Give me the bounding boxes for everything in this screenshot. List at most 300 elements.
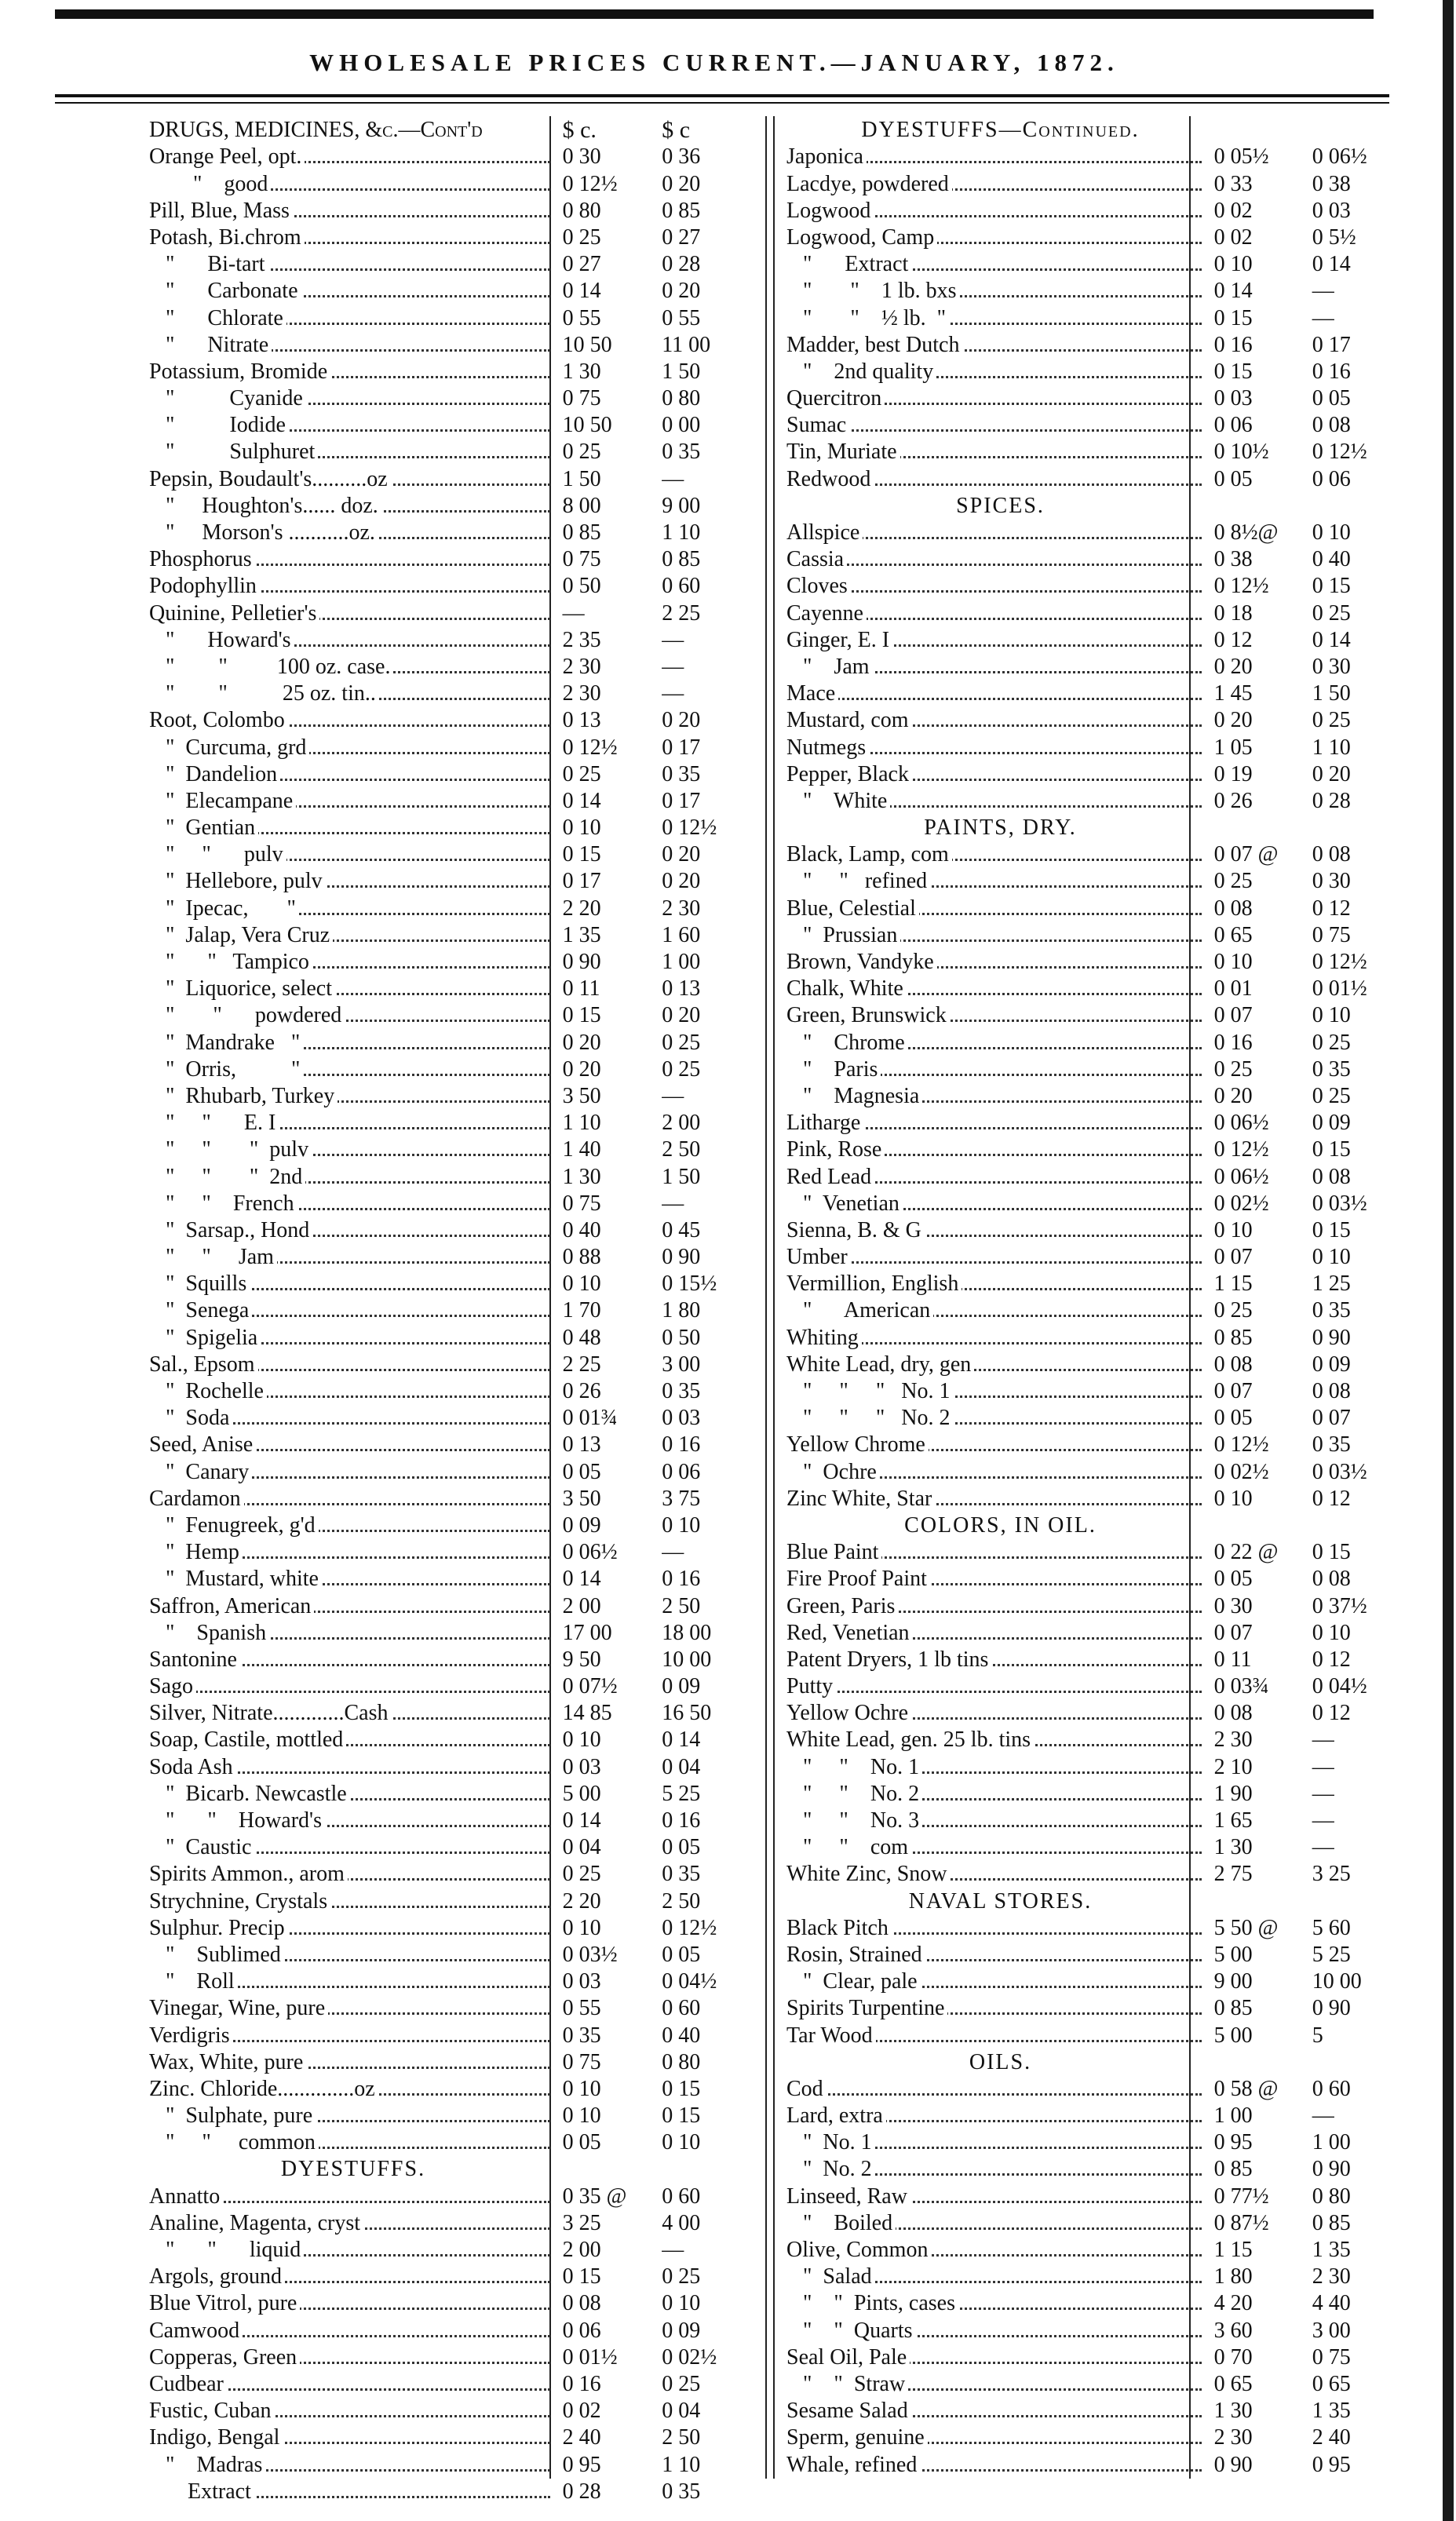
price-low: 0 90 [1213, 2452, 1253, 2477]
price-high: 0 17 [662, 788, 701, 813]
price-low: 1 05 [1213, 735, 1253, 760]
price-low: 5 50 @ [1213, 1915, 1279, 1940]
price-low: 0 06½ [1213, 1111, 1269, 1136]
price-high: 0 15½ [662, 1271, 717, 1297]
price-row [149, 948, 754, 975]
price-low: 0 07 [1213, 1379, 1253, 1403]
item-name [786, 1647, 1205, 1673]
item-name [786, 466, 1205, 492]
item-label: " White [786, 789, 890, 813]
item-label: Madder, best Dutch [786, 333, 963, 357]
price-high: 3 25 [1312, 1862, 1351, 1887]
item-name [149, 144, 553, 170]
price-row [149, 1833, 754, 1860]
item-label: " No. 1 [786, 2130, 875, 2154]
price-low: 0 25 [562, 224, 601, 250]
price-high: 0 12½ [662, 815, 717, 841]
price-low: 0 10 [1213, 252, 1253, 277]
price-high: 0 25 [662, 1056, 701, 1082]
price-row [786, 2021, 1403, 2048]
price-row [149, 814, 754, 841]
item-name [786, 1110, 1205, 1136]
item-label: " Bi-tart [149, 252, 268, 276]
item-label: Litharge [786, 1111, 863, 1135]
item-label: " Rhubarb, Turkey [149, 1084, 338, 1108]
item-label: Ginger, E. I [786, 628, 892, 652]
item-name [149, 1056, 553, 1082]
item-name [149, 466, 553, 492]
price-low: 0 14 [562, 788, 601, 813]
price-row [786, 1994, 1403, 2021]
price-low: 0 20 [1213, 708, 1253, 733]
price-low: 0 10 [562, 1727, 601, 1753]
item-name [786, 1968, 1205, 1994]
price-high: 0 09 [1312, 1111, 1351, 1136]
item-name [786, 1432, 1205, 1458]
price-row [149, 2344, 754, 2370]
price-row [149, 2021, 754, 2048]
item-name [149, 707, 553, 733]
price-low: 1 00 [1213, 2103, 1253, 2129]
price-row [786, 2182, 1403, 2209]
item-label: Mustard, com [786, 708, 912, 732]
price-row [786, 761, 1403, 787]
item-name [786, 2184, 1205, 2209]
price-high: 0 20 [662, 171, 701, 196]
price-row [786, 921, 1403, 948]
price-row [786, 787, 1403, 814]
price-low: 0 06½ [1213, 1164, 1269, 1189]
price-low: 0 87½ [1213, 2210, 1269, 2235]
price-low: 1 65 [1213, 1808, 1253, 1833]
item-name [149, 1995, 553, 2021]
price-high: 0 35 [1312, 1432, 1351, 1458]
price-high: — [1312, 1808, 1334, 1833]
price-high: 0 10 [1312, 520, 1351, 545]
item-label: Blue Paint [786, 1540, 881, 1564]
price-low: 5 00 [1213, 1942, 1253, 1967]
price-row [149, 2316, 754, 2343]
item-label: " Boiled [786, 2211, 896, 2235]
price-low: 0 11 [562, 976, 600, 1001]
price-high: — [1312, 305, 1334, 330]
price-high: 0 28 [1312, 788, 1351, 813]
item-name [149, 520, 553, 545]
price-row [149, 2289, 754, 2316]
price-high: 0 05 [662, 1835, 701, 1860]
price-high: 0 85 [1312, 2210, 1351, 2235]
price-high: 0 17 [1312, 332, 1351, 357]
price-low: 1 50 [562, 466, 601, 491]
price-high: 0 07 [1312, 1406, 1351, 1431]
item-name [786, 2076, 1205, 2102]
price-row [149, 2263, 754, 2289]
price-high: 0 35 [662, 1862, 701, 1887]
price-row [149, 224, 754, 250]
item-name [786, 922, 1205, 948]
price-low: 0 07 [1213, 1620, 1253, 1645]
price-high: 2 50 [662, 1888, 701, 1914]
price-low: 0 12½ [1213, 1137, 1269, 1162]
price-row [786, 1297, 1403, 1323]
price-high: — [662, 654, 684, 679]
price-low: 2 30 [1213, 2425, 1253, 2450]
price-row [786, 385, 1403, 411]
item-label: Soap, Castile, mottled [149, 1727, 346, 1752]
price-high: 0 30 [1312, 654, 1351, 679]
item-label: White Lead, gen. 25 lb. tins [786, 1727, 1034, 1752]
price-low: 10 50 [562, 413, 612, 438]
price-low: 1 15 [1213, 2238, 1253, 2262]
item-label: " " 1 lb. bxs [786, 279, 960, 303]
price-high: 0 00 [662, 413, 701, 438]
price-low: 0 30 [562, 144, 601, 170]
price-low: 0 95 [1213, 2130, 1253, 2155]
page-title: WHOLESALE PRICES CURRENT.—JANUARY, 1872. [309, 49, 1119, 76]
price-low: 4 20 [1213, 2291, 1253, 2316]
price-low: 0 02½ [1213, 1191, 1269, 1216]
item-name [149, 868, 553, 894]
item-name [786, 520, 1205, 545]
price-low: 0 01 [1213, 976, 1253, 1001]
price-high: 5 [1312, 2023, 1323, 2048]
price-high: 0 20 [662, 869, 701, 894]
item-label: " " ½ lb. " [786, 306, 949, 330]
price-row [786, 1056, 1403, 1082]
item-name [786, 600, 1205, 626]
item-label: Cardamon [149, 1487, 244, 1511]
item-name [149, 788, 553, 814]
item-label: Umber [786, 1245, 851, 1269]
item-label: Allspice [786, 520, 863, 545]
price-low: 0 20 [562, 1030, 601, 1055]
price-low: 0 10 [562, 1271, 601, 1297]
item-name [149, 1002, 553, 1028]
price-low: 14 85 [562, 1701, 612, 1726]
item-label: Quercitron [786, 386, 885, 410]
item-label: Spirits Ammon., arom [149, 1862, 348, 1886]
item-name [149, 2318, 553, 2344]
price-high: 1 50 [662, 359, 701, 384]
price-high: 0 09 [662, 2318, 701, 2343]
price-low: 0 10 [562, 2103, 601, 2129]
price-high: 0 25 [662, 1030, 701, 1055]
item-label: Cayenne [786, 601, 867, 626]
price-low: 1 90 [1213, 1781, 1253, 1806]
item-label: Phosphorus [149, 547, 255, 571]
price-high: 0 09 [1312, 1352, 1351, 1377]
section-heading: NAVAL STORES. [908, 1888, 1093, 1914]
price-high: 0 10 [662, 2130, 701, 2155]
price-low: 1 70 [562, 1298, 601, 1323]
item-label: Zinc White, Star [786, 1487, 935, 1511]
price-row [786, 1941, 1403, 1968]
item-name [149, 1754, 553, 1780]
price-row [786, 1028, 1403, 1055]
price-high: 0 27 [662, 224, 701, 250]
item-name [786, 171, 1205, 197]
price-low: 1 30 [1213, 2399, 1253, 2424]
price-row [786, 1565, 1403, 1592]
price-low: 0 25 [562, 761, 601, 786]
price-high: 0 09 [662, 1674, 701, 1699]
item-label: Potash, Bi.chrom [149, 225, 305, 250]
item-name [149, 332, 553, 358]
price-high: 1 25 [1312, 1271, 1351, 1297]
item-label: Black, Lamp, com [786, 842, 952, 866]
item-name [786, 332, 1205, 358]
price-high: 0 05 [1312, 386, 1351, 411]
item-label: " " French [149, 1191, 297, 1216]
price-row [786, 975, 1403, 1001]
item-label: " Houghton's...... doz. [149, 494, 381, 518]
item-label: " No. 2 [786, 2157, 875, 2181]
price-row [786, 894, 1403, 921]
item-name [786, 1915, 1205, 1941]
price-row [786, 277, 1403, 304]
item-label: Pink, Rose [786, 1137, 885, 1162]
item-label: " Dandelion [149, 762, 280, 786]
price-low: 0 13 [562, 708, 601, 733]
price-low: 0 02 [1213, 224, 1253, 250]
item-name [786, 1539, 1205, 1565]
price-low: 0 02 [1213, 198, 1253, 223]
price-low: 0 80 [562, 198, 601, 223]
item-label: Pill, Blue, Mass [149, 199, 293, 223]
price-high: 0 08 [1312, 1379, 1351, 1403]
item-name [149, 1539, 553, 1565]
price-row [149, 250, 754, 277]
item-label: " Sulphuret [149, 440, 318, 464]
item-label: Black Pitch [786, 1916, 892, 1940]
price-low: 0 12½ [562, 735, 618, 760]
price-high: 0 04½ [662, 1969, 717, 1994]
price-row [149, 1860, 754, 1887]
item-name [149, 412, 553, 438]
price-low: 0 22 @ [1213, 1540, 1279, 1565]
item-label: Blue, Celestial [786, 896, 919, 921]
price-row [149, 2049, 754, 2075]
item-label: " Sulphate, pure [149, 2103, 316, 2128]
price-row [786, 358, 1403, 385]
item-name [786, 1754, 1205, 1780]
item-label: DRUGS, MEDICINES, &c.—Cont'd [149, 118, 483, 143]
item-name [149, 1271, 553, 1297]
price-row [149, 1056, 754, 1082]
item-name [149, 1191, 553, 1217]
price-low: 0 77½ [1213, 2184, 1269, 2209]
price-high: 0 15 [1312, 1540, 1351, 1565]
price-high: 0 25 [662, 2264, 701, 2289]
price-high: 0 20 [662, 279, 701, 304]
price-high: 0 12 [1312, 1486, 1351, 1511]
item-name [149, 385, 553, 411]
price-row [786, 841, 1403, 867]
price-low: 17 00 [562, 1620, 612, 1645]
price-high: 0 04 [662, 2399, 701, 2424]
item-label: Strychnine, Crystals [149, 1889, 330, 1914]
item-name [149, 2290, 553, 2316]
item-name [149, 1244, 553, 1270]
item-name [786, 2023, 1205, 2049]
price-row [786, 2129, 1403, 2155]
price-low: $ c. [562, 117, 597, 144]
price-low: 5 00 [562, 1781, 601, 1806]
item-label: " good [149, 172, 271, 196]
item-name [786, 1995, 1205, 2021]
price-row [786, 1001, 1403, 1028]
price-low: 0 06 [1213, 413, 1253, 438]
item-label: Soda Ash [149, 1755, 236, 1779]
price-low: 0 05 [1213, 1567, 1253, 1592]
item-name [786, 2264, 1205, 2289]
price-low: 0 38 [1213, 547, 1253, 572]
item-label: Zinc. Chloride..............oz [149, 2077, 378, 2101]
price-high: 4 00 [662, 2210, 701, 2235]
item-name [149, 1164, 553, 1190]
item-label: Blue Vitrol, pure [149, 2291, 300, 2315]
price-row [149, 761, 754, 787]
price-low: 0 65 [1213, 922, 1253, 947]
price-high: 0 85 [662, 198, 701, 223]
item-name [786, 896, 1205, 921]
item-label: " Sarsap., Hond [149, 1218, 312, 1242]
price-high: 0 28 [662, 252, 701, 277]
price-high: 0 85 [662, 547, 701, 572]
item-label: Quinine, Pelletier's [149, 601, 319, 626]
price-row [786, 2370, 1403, 2397]
price-low: 0 70 [1213, 2344, 1253, 2370]
item-name [149, 251, 553, 277]
price-row [786, 1190, 1403, 1217]
item-label: " Ochre [786, 1460, 880, 1484]
item-label: Mace [786, 681, 838, 706]
price-high: 2 50 [662, 1137, 701, 1162]
price-high: $ c [662, 117, 691, 144]
price-high: 0 17 [662, 735, 701, 760]
item-label: " Paris [786, 1057, 881, 1082]
price-row [786, 1753, 1403, 1779]
price-row [149, 787, 754, 814]
item-name [786, 2398, 1205, 2424]
price-high: 0 5½ [1312, 224, 1356, 250]
price-low: 0 19 [1213, 761, 1253, 786]
price-high: 0 15 [1312, 1217, 1351, 1242]
item-label: " " Jam [149, 1245, 277, 1269]
item-name [149, 1486, 553, 1512]
item-name [149, 2398, 553, 2424]
price-high: 0 14 [1312, 627, 1351, 652]
price-row [786, 1217, 1403, 1243]
price-low: 0 15 [562, 2264, 601, 2289]
price-low: 0 25 [562, 440, 601, 465]
item-name [786, 1244, 1205, 1270]
item-name [149, 359, 553, 385]
price-low: 0 12½ [1213, 1432, 1269, 1458]
item-name [786, 412, 1205, 438]
item-name [786, 1030, 1205, 1056]
item-name [149, 1459, 553, 1485]
price-high: — [1312, 1781, 1334, 1806]
price-row [786, 2155, 1403, 2182]
item-name [149, 2424, 553, 2450]
section-heading: DYESTUFFS. [280, 2157, 426, 2182]
item-name [149, 2264, 553, 2289]
item-label: Annatto [149, 2184, 223, 2209]
item-label: " " " 2nd [149, 1165, 305, 1189]
price-low: 0 05 [562, 2130, 601, 2155]
price-low: 0 03 [562, 1754, 601, 1779]
item-name [149, 278, 553, 304]
price-row [149, 2397, 754, 2424]
item-label: Logwood, Camp [786, 225, 937, 250]
price-high: 5 25 [662, 1781, 701, 1806]
price-high: 0 90 [1312, 2157, 1351, 2182]
price-low: 0 02 [562, 2399, 601, 2424]
item-label: " Spigelia [149, 1326, 261, 1350]
price-low: 0 01½ [562, 2344, 618, 2370]
item-name [786, 2424, 1205, 2450]
price-row [786, 1404, 1403, 1431]
item-label: Logwood [786, 199, 874, 223]
item-label: " Curcuma, grd [149, 735, 309, 760]
item-name [786, 654, 1205, 680]
item-label: " Hellebore, pulv [149, 869, 326, 893]
item-label: " Spanish [149, 1621, 269, 1645]
price-high: 1 35 [1312, 2399, 1351, 2424]
section-heading: PAINTS, DRY. [924, 815, 1077, 841]
item-name [786, 788, 1205, 814]
item-name [149, 1781, 553, 1807]
item-label: " Gentian [149, 815, 258, 840]
price-low: — [562, 600, 585, 626]
item-name [149, 439, 553, 465]
price-high: 10 00 [662, 1647, 712, 1672]
item-label: " American [786, 1298, 933, 1323]
price-low: 0 03¾ [1213, 1674, 1269, 1699]
price-high: 1 10 [1312, 735, 1351, 760]
price-row [786, 224, 1403, 250]
item-name [786, 1593, 1205, 1619]
item-label: Cassia [786, 547, 847, 571]
item-label: Potassium, Bromide [149, 359, 330, 384]
price-row [149, 277, 754, 304]
price-row [149, 1887, 754, 1914]
item-name [149, 1352, 553, 1377]
price-row [786, 1619, 1403, 1646]
price-row [786, 2075, 1403, 2102]
item-label: " Fenugreek, g'd [149, 1513, 319, 1538]
item-name [786, 1673, 1205, 1699]
price-low: 0 01¾ [562, 1406, 618, 1431]
item-name [149, 2344, 553, 2370]
price-row [786, 733, 1403, 760]
price-low: 2 75 [1213, 1862, 1253, 1887]
price-high: 0 16 [662, 1432, 701, 1458]
price-row [149, 1941, 754, 1968]
item-label: " Mustard, white [149, 1567, 322, 1591]
price-high: 0 01½ [1312, 976, 1367, 1001]
price-low: 0 50 [562, 574, 601, 599]
price-row [149, 1109, 754, 1136]
price-high: 0 04½ [1312, 1674, 1367, 1699]
price-row [149, 545, 754, 572]
item-name [786, 976, 1205, 1001]
price-high: 0 10 [662, 2291, 701, 2316]
price-row [149, 331, 754, 358]
price-low: 1 15 [1213, 1271, 1253, 1297]
price-row [786, 2450, 1403, 2477]
